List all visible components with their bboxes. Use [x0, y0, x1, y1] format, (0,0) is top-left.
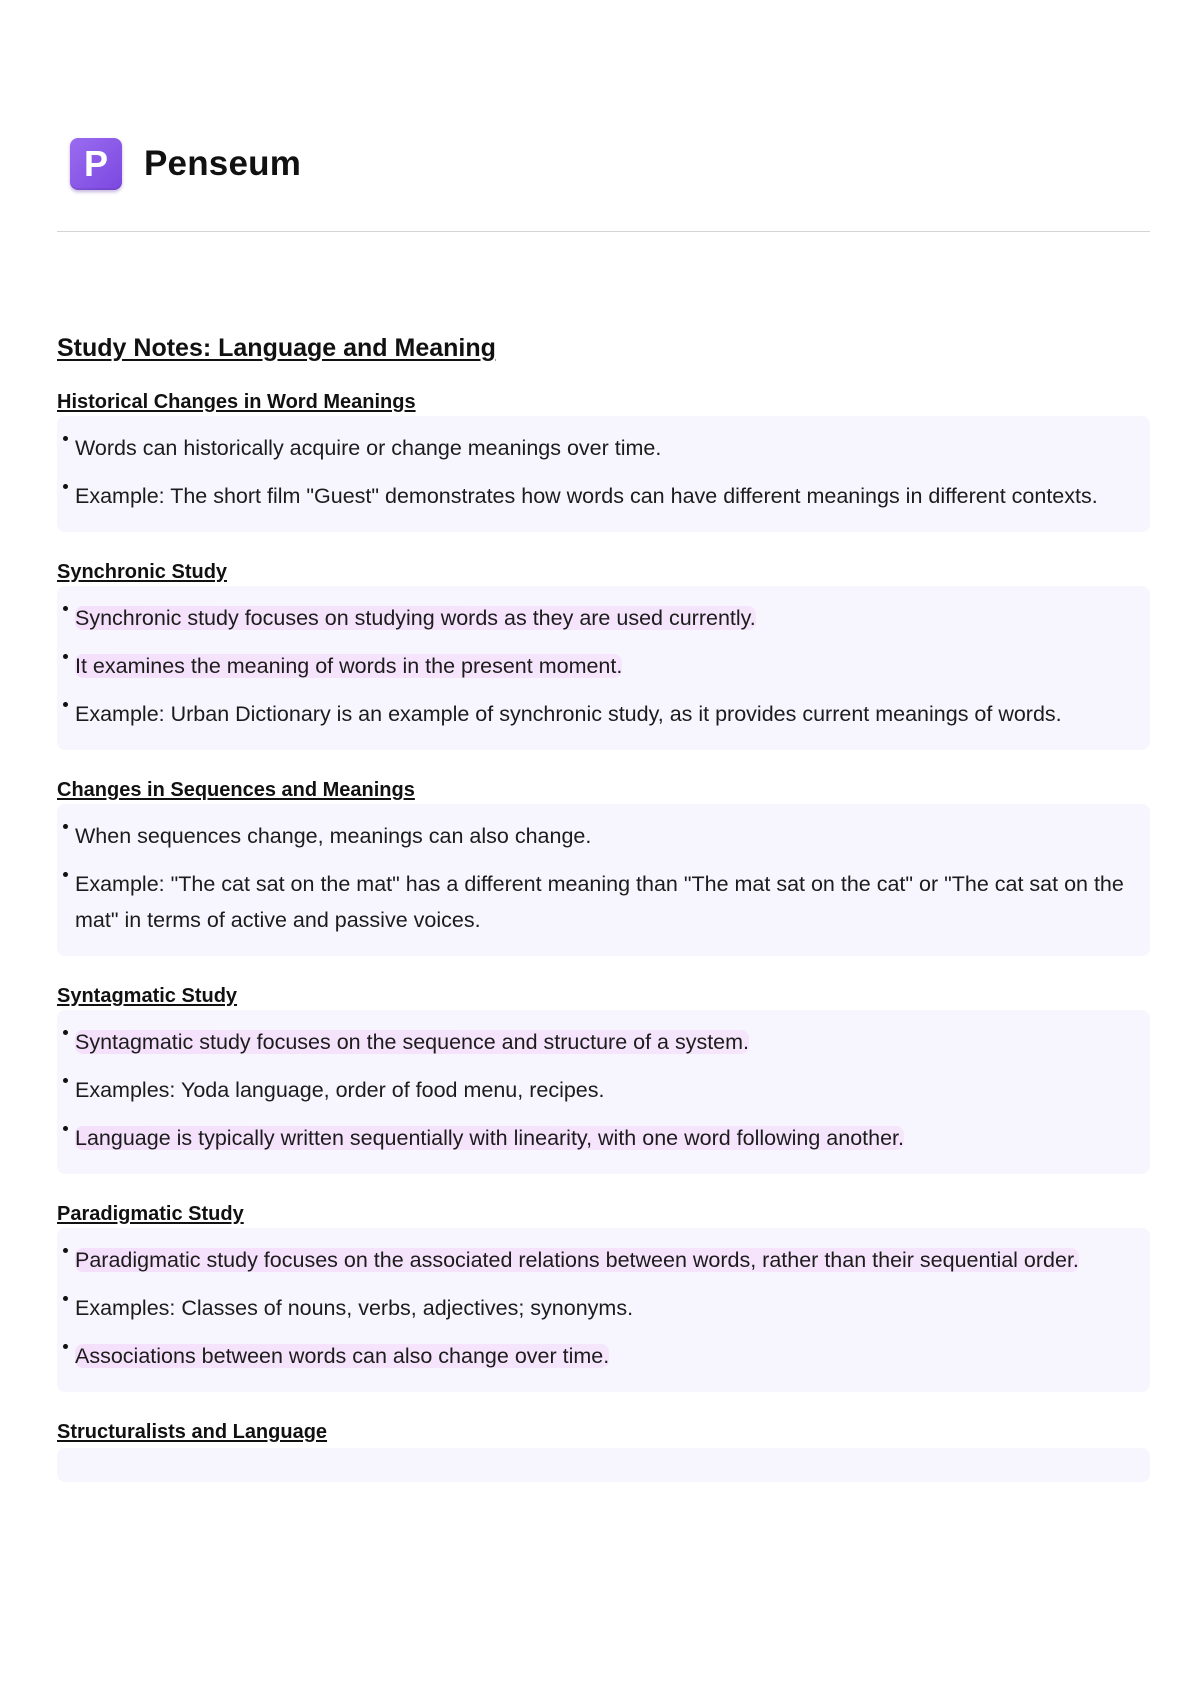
bullet-icon: [63, 1248, 68, 1253]
note-item: [75, 1338, 1130, 1374]
note-item: [75, 1024, 1130, 1060]
section-heading: Structuralists and Language: [57, 1421, 328, 1443]
notes-box: [57, 804, 1150, 956]
section-heading: Syntagmatic Study: [57, 985, 238, 1007]
highlighted-note-text: Syntagmatic study focuses on the sequence and structure of a system.: [75, 1030, 750, 1054]
highlighted-note-text: Paradigmatic study focuses on the associated relations between words, rather than their sequential order.: [75, 1248, 1079, 1272]
bullet-icon: [63, 606, 68, 611]
bullet-icon: [63, 1344, 68, 1349]
note-text: Example: "The cat sat on the mat" has a different meaning than "The mat sat on the cat" or "The cat sat on the mat" in terms of active and passive voices.: [75, 872, 1124, 932]
highlighted-note-text: Associations between words can also change over time.: [75, 1344, 610, 1368]
notes-document: [57, 328, 1150, 1482]
bullet-icon: [63, 872, 68, 877]
note-text: Example: The short film "Guest" demonstrates how words can have different meanings in different contexts.: [75, 484, 1098, 508]
bullet-icon: [63, 654, 68, 659]
notes-box: [57, 1010, 1150, 1174]
note-item: [75, 696, 1130, 732]
section-structuralists: [57, 1418, 1150, 1482]
highlighted-note-text: It examines the meaning of words in the present moment.: [75, 654, 623, 678]
section-paradigmatic-study: [57, 1200, 1150, 1392]
notes-box: [57, 586, 1150, 750]
bullet-icon: [63, 1030, 68, 1035]
section-synchronic-study: [57, 558, 1150, 750]
highlighted-note-text: Language is typically written sequentially with linearity, with one word following another.: [75, 1126, 904, 1150]
note-item: [75, 818, 1130, 854]
note-item: [75, 478, 1130, 514]
notes-box: [57, 1228, 1150, 1392]
section-heading: Historical Changes in Word Meanings: [57, 391, 416, 413]
bullet-icon: [63, 1296, 68, 1301]
bullet-icon: [63, 824, 68, 829]
note-text: Examples: Yoda language, order of food menu, recipes.: [75, 1078, 605, 1102]
section-historical-changes: [57, 388, 1150, 532]
bullet-icon: [63, 1126, 68, 1131]
bullet-icon: [63, 1078, 68, 1083]
penseum-logo-icon: P: [70, 138, 122, 190]
section-syntagmatic-study: [57, 982, 1150, 1174]
note-item: [75, 1120, 1130, 1156]
note-item: [75, 866, 1130, 938]
note-item: [75, 1242, 1130, 1278]
document-title: Study Notes: Language and Meaning: [57, 334, 496, 362]
notes-box: [57, 416, 1150, 532]
note-text: When sequences change, meanings can also change.: [75, 824, 592, 848]
note-item: [75, 1072, 1130, 1108]
bullet-icon: [63, 702, 68, 707]
note-item: [75, 1290, 1130, 1326]
bullet-icon: [63, 484, 68, 489]
note-item: [75, 648, 1130, 684]
highlighted-note-text: Synchronic study focuses on studying words as they are used currently.: [75, 606, 756, 630]
header-divider: [57, 231, 1150, 232]
brand-header: [70, 138, 301, 190]
note-text: Example: Urban Dictionary is an example of synchronic study, as it provides current meanings of words.: [75, 702, 1062, 726]
note-text: Examples: Classes of nouns, verbs, adjectives; synonyms.: [75, 1296, 634, 1320]
section-heading: Changes in Sequences and Meanings: [57, 779, 415, 801]
note-item: [75, 600, 1130, 636]
note-text: Words can historically acquire or change meanings over time.: [75, 436, 662, 460]
brand-name: Penseum: [144, 144, 302, 183]
section-heading: Paradigmatic Study: [57, 1203, 244, 1225]
note-item: [75, 430, 1130, 466]
notes-box: [57, 1448, 1150, 1482]
bullet-icon: [63, 436, 68, 441]
section-heading: Synchronic Study: [57, 561, 228, 583]
section-sequences-meanings: [57, 776, 1150, 956]
